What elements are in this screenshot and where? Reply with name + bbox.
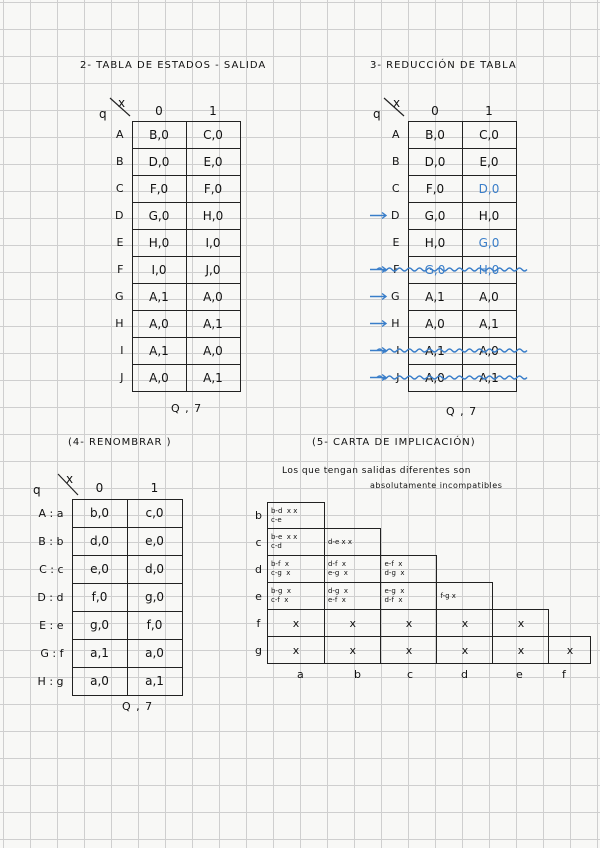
section3-footer: Q , 7 xyxy=(446,405,478,418)
section2-cell-input1: A,1 xyxy=(186,364,240,391)
section2-state-label: E xyxy=(116,236,124,249)
section3-state-label: C xyxy=(391,182,400,195)
section3-state-label: E xyxy=(392,236,400,249)
section3-q-label: q xyxy=(373,107,381,121)
section2-cell-input1: A,0 xyxy=(186,283,240,310)
section2-cell-input0: A,1 xyxy=(132,283,186,310)
section3-cell-input0: H,0 xyxy=(408,229,462,256)
section4-cell-input0: a,0 xyxy=(72,667,127,695)
section4-state-label: D : d xyxy=(37,590,64,604)
section2-title: 2- TABLA DE ESTADOS - SALIDA xyxy=(80,60,267,71)
section2-cell-input1: E,0 xyxy=(186,148,240,175)
section2-cell-input0: G,0 xyxy=(132,202,186,229)
section4-col-header: 1 xyxy=(127,477,182,499)
section4-cell-input0: f,0 xyxy=(72,583,127,611)
section5-title: (5- CARTA DE IMPLICACIÓN) xyxy=(312,437,476,448)
blue-strike-line xyxy=(377,349,527,352)
section4-cell-input1: g,0 xyxy=(127,583,182,611)
section4-state-label: A : a xyxy=(38,506,64,520)
imp-cell-d-a: b-f x c-g x xyxy=(267,556,324,583)
section2-state-label: G xyxy=(114,290,124,303)
section3-cell-input0: B,0 xyxy=(408,121,462,148)
section3-state-label: H xyxy=(391,317,400,330)
imp-cell-e-a: b-g x c-f x xyxy=(267,583,324,610)
section2-cell-input1: A,1 xyxy=(186,310,240,337)
imp-cell-c-a: b-e x x c-d xyxy=(267,529,324,556)
blue-arrow xyxy=(370,213,386,219)
section4-cell-input1: c,0 xyxy=(127,499,182,527)
imp-cell-e-b: d-g x e-f x xyxy=(324,583,381,610)
section2-cell-input1: H,0 xyxy=(186,202,240,229)
imp-cell-b-a: b-d x x c-e xyxy=(267,503,324,529)
section4-cell-input1: d,0 xyxy=(127,555,182,583)
section4-diagonal-line xyxy=(58,474,78,495)
section3-cell-input1: A,0 xyxy=(462,337,516,364)
section4-state-label: E : e xyxy=(39,618,64,632)
section2-state-label: A xyxy=(115,128,124,141)
section2-cell-input1: C,0 xyxy=(186,121,240,148)
section4-cell-input0: g,0 xyxy=(72,611,127,639)
imp-cell-f-d: x xyxy=(437,610,493,637)
section4-cell-input0: a,1 xyxy=(72,639,127,667)
section2-diagonal-line xyxy=(110,98,130,116)
imp-row-label: e xyxy=(255,589,262,603)
section2-cell-input0: I,0 xyxy=(132,256,186,283)
imp-row-label: c xyxy=(255,535,262,549)
imp-cell-d-b: d-f x e-g x xyxy=(324,556,381,583)
imp-cell-g-b: x xyxy=(324,637,381,664)
section3-diagonal-line xyxy=(384,98,404,116)
section2-cell-input0: A,1 xyxy=(132,337,186,364)
blue-arrow xyxy=(370,321,386,327)
section4-q-label: q xyxy=(33,483,41,497)
section2-cell-input1: F,0 xyxy=(186,175,240,202)
blue-arrow xyxy=(370,375,386,381)
section4-cell-input1: f,0 xyxy=(127,611,182,639)
imp-cell-e-d: f-g x xyxy=(437,583,493,610)
section3-cell-input0: A,1 xyxy=(408,337,462,364)
imp-cell-d-c: e-f x d-g x xyxy=(381,556,437,583)
imp-cell-g-f: x xyxy=(549,637,591,664)
section3-x-label: x xyxy=(393,96,401,110)
section4-state-label: C : c xyxy=(39,562,64,576)
blue-arrow xyxy=(370,348,386,354)
section2-q-label: q xyxy=(99,107,107,121)
section2-state-label: C xyxy=(115,182,124,195)
section2-cell-input0: F,0 xyxy=(132,175,186,202)
section2-x-label: x xyxy=(118,96,126,110)
section2-cell-input0: B,0 xyxy=(132,121,186,148)
section2-col-header: 0 xyxy=(132,101,186,121)
section2-state-label: F xyxy=(117,263,124,276)
section2-state-label: H xyxy=(115,317,124,330)
section3-state-label: I xyxy=(396,344,400,357)
section5-note-line1: Los que tengan salidas diferentes son xyxy=(282,466,471,476)
imp-row-label: g xyxy=(255,643,262,657)
section3-state-label: G xyxy=(390,290,400,303)
section3-cell-input1: H,0 xyxy=(462,256,516,283)
imp-col-label: d xyxy=(461,668,468,681)
section2-state-label: I xyxy=(120,344,124,357)
imp-cell-f-a: x xyxy=(267,610,324,637)
section2-cell-input0: H,0 xyxy=(132,229,186,256)
imp-cell-e-c: e-g x d-f x xyxy=(381,583,437,610)
section3-cell-input1: A,1 xyxy=(462,364,516,391)
section3-state-label: F xyxy=(393,263,400,276)
section4-footer: Q , 7 xyxy=(122,700,154,713)
section3-cell-input1: C,0 xyxy=(462,121,516,148)
section3-cell-input0: A,0 xyxy=(408,310,462,337)
section3-col-header: 1 xyxy=(462,101,516,121)
imp-cell-f-b: x xyxy=(324,610,381,637)
blue-arrow xyxy=(370,267,386,273)
section3-cell-input0: D,0 xyxy=(408,148,462,175)
section4-cell-input1: e,0 xyxy=(127,527,182,555)
section5-note-line2: absolutamente incompatibles xyxy=(370,481,503,490)
section2-cell-input0: A,0 xyxy=(132,364,186,391)
section2-col-header: 1 xyxy=(186,101,240,121)
section4-cell-input0: b,0 xyxy=(72,499,127,527)
section3-state-label: J xyxy=(396,371,400,384)
imp-cell-g-e: x xyxy=(493,637,549,664)
imp-row-label: b xyxy=(255,509,262,522)
imp-col-label: b xyxy=(354,668,361,681)
section2-state-label: J xyxy=(120,371,124,384)
section4-cell-input1: a,1 xyxy=(127,667,182,695)
section4-state-label: B : b xyxy=(38,534,64,548)
section4-x-label: x xyxy=(66,472,74,486)
section3-cell-input0: A,0 xyxy=(408,364,462,391)
blue-strike-line xyxy=(377,268,527,271)
section3-cell-input1: A,0 xyxy=(462,283,516,310)
section2-cell-input0: A,0 xyxy=(132,310,186,337)
section3-cell-input1: H,0 xyxy=(462,202,516,229)
section3-col-header: 0 xyxy=(408,101,462,121)
imp-col-label: e xyxy=(516,668,523,681)
section2-cell-input0: D,0 xyxy=(132,148,186,175)
imp-col-label: f xyxy=(562,668,566,681)
imp-cell-g-d: x xyxy=(437,637,493,664)
section3-cell-input1: A,1 xyxy=(462,310,516,337)
section3-title: 3- REDUCCIÓN DE TABLA xyxy=(370,60,517,71)
section3-state-label: A xyxy=(391,128,400,141)
imp-col-label: a xyxy=(297,668,304,681)
section4-state-label: H : g xyxy=(37,674,64,688)
section4-title: (4- RENOMBRAR ) xyxy=(68,437,172,448)
section2-state-label: D xyxy=(115,209,124,222)
section2-footer: Q , 7 xyxy=(171,402,203,415)
blue-arrow xyxy=(370,294,386,300)
section3-cell-input1: D,0 xyxy=(462,175,516,202)
section4-cell-input1: a,0 xyxy=(127,639,182,667)
imp-row-label: f xyxy=(256,616,261,630)
section3-state-label: B xyxy=(391,155,400,168)
section2-cell-input1: A,0 xyxy=(186,337,240,364)
section4-cell-input0: e,0 xyxy=(72,555,127,583)
section4-col-header: 0 xyxy=(72,477,127,499)
section4-state-label: G : f xyxy=(40,646,64,660)
imp-cell-g-a: x xyxy=(267,637,324,664)
section3-cell-input0: G,0 xyxy=(408,256,462,283)
section2-cell-input1: J,0 xyxy=(186,256,240,283)
imp-col-label: c xyxy=(407,668,414,681)
imp-cell-f-c: x xyxy=(381,610,437,637)
imp-cell-f-e: x xyxy=(493,610,549,637)
section3-cell-input1: G,0 xyxy=(462,229,516,256)
blue-strike-line xyxy=(377,376,527,379)
imp-cell-c-b: d-e x x xyxy=(324,529,381,556)
imp-cell-g-c: x xyxy=(381,637,437,664)
section3-cell-input0: G,0 xyxy=(408,202,462,229)
section4-cell-input0: d,0 xyxy=(72,527,127,555)
section3-cell-input1: E,0 xyxy=(462,148,516,175)
section3-cell-input0: A,1 xyxy=(408,283,462,310)
imp-row-label: d xyxy=(255,562,262,576)
section2-state-label: B xyxy=(115,155,124,168)
section2-cell-input1: I,0 xyxy=(186,229,240,256)
section3-state-label: D xyxy=(391,209,400,222)
section3-cell-input0: F,0 xyxy=(408,175,462,202)
